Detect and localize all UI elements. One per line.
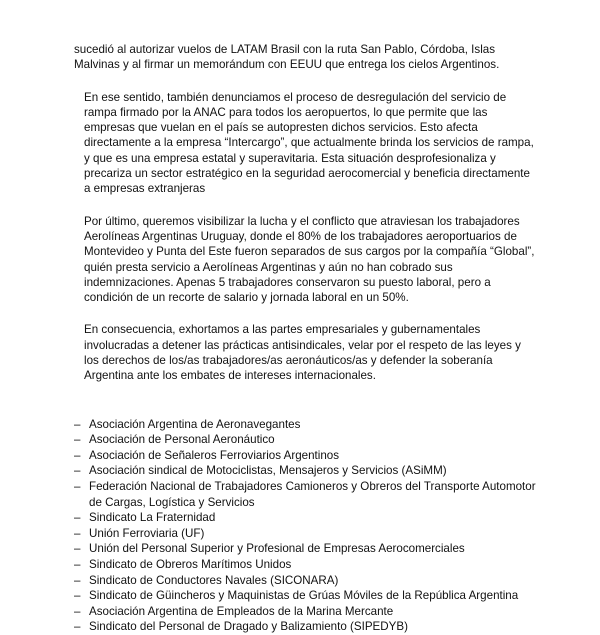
list-item: [74, 510, 538, 526]
list-dash-marker: –: [74, 573, 81, 587]
list-item: [74, 526, 538, 542]
list-item: [74, 573, 538, 589]
list-dash-marker: –: [74, 604, 81, 618]
list-item: [74, 417, 538, 433]
organization-name: Federación Nacional de Trabajadores Camioneros y Obreros del Transporte Automotor de Cargas, Logística y Servicios: [89, 480, 536, 509]
list-dash-marker: –: [74, 511, 81, 525]
list-dash-marker: –: [74, 464, 81, 478]
list-dash-marker: –: [74, 448, 81, 462]
list-item: [74, 448, 538, 464]
organization-name: Sindicato La Fraternidad: [89, 511, 216, 525]
organization-name: Asociación Argentina de Aeronavegantes: [89, 417, 301, 431]
list-dash-marker: –: [74, 589, 81, 603]
paragraph-uruguay: Por último, queremos visibilizar la lucha y el conflicto que atraviesan los trabajadores Aerolíneas Argentinas Uruguay, donde el 80% de los trabajadores aeroportuarios de Montevideo y Punta del Este fueron separados de sus cargos por la compañía “Global”, quién presta servicio a Aerolíneas Argentinas y aún no han cobrado sus indemnizaciones. Apenas 5 trabajadores conservaron su puesto laboral, pero a condición de un recorte de salario y jornada laboral en un 50%.: [84, 214, 535, 305]
list-dash-marker: –: [74, 417, 81, 431]
list-dash-marker: –: [74, 433, 81, 447]
organization-name: Asociación Argentina de Empleados de la Marina Mercante: [89, 604, 394, 618]
organization-name: Sindicato del Personal de Dragado y Balizamiento (SIPEDYB): [89, 620, 408, 634]
list-dash-marker: –: [74, 557, 81, 571]
paragraph-latam: sucedió al autorizar vuelos de LATAM Brasil con la ruta San Pablo, Córdoba, Islas Malvinas y al firmar un memorándum con EEUU que entrega los cielos Argentinos.: [74, 43, 500, 72]
organization-name: Asociación de Señaleros Ferroviarios Argentinos: [89, 448, 340, 462]
organization-name: Asociación de Personal Aeronáutico: [89, 433, 275, 447]
paragraph-rampa: En ese sentido, también denunciamos el proceso de desregulación del servicio de rampa firmado por la ANAC para todos los aeropuertos, lo que permite que las empresas que vuelan en el país se autopresten dichos servicios. Esto afecta directamente a la empresa “Intercargo”, que actualmente brinda los servicios de rampa, y que es una empresa estatal y superavitaria. Esta situación desprofesionaliza y precariza un sector estratégico en la seguridad aerocomercial y beneficia directamente a empresas extranjeras: [84, 90, 534, 196]
organizations-list: [74, 417, 538, 635]
list-item: [74, 463, 538, 479]
organization-name: Unión del Personal Superior y Profesional de Empresas Aerocomerciales: [89, 542, 465, 556]
list-item: [74, 557, 538, 573]
organization-name: Sindicato de Obreros Marítimos Unidos: [89, 557, 292, 571]
organization-name: Asociación sindical de Motociclistas, Mensajeros y Servicios (ASiMM): [89, 464, 447, 478]
organization-name: Sindicato de Güincheros y Maquinistas de Grúas Móviles de la República Argentina: [89, 589, 519, 603]
list-dash-marker: –: [74, 480, 81, 494]
list-dash-marker: –: [74, 526, 81, 540]
list-item: [74, 604, 538, 620]
list-dash-marker: –: [74, 542, 81, 556]
list-dash-marker: –: [74, 620, 81, 634]
list-item: [74, 619, 538, 635]
list-item: [74, 541, 538, 557]
paragraph-exhortacion: En consecuencia, exhortamos a las partes empresariales y gubernamentales involucradas a detener las prácticas antisindicales, velar por el respeto de las leyes y los derechos de los/as trabajadores/as aeronáuticos/as y defender la soberanía Argentina ante los embates de intereses internacionales.: [84, 323, 521, 383]
organization-name: Sindicato de Conductores Navales (SICONARA): [89, 573, 339, 587]
organization-name: Unión Ferroviaria (UF): [89, 526, 205, 540]
list-item: [74, 479, 538, 510]
list-item: [74, 588, 538, 604]
list-item: [74, 432, 538, 448]
section-spacer: [74, 401, 538, 417]
